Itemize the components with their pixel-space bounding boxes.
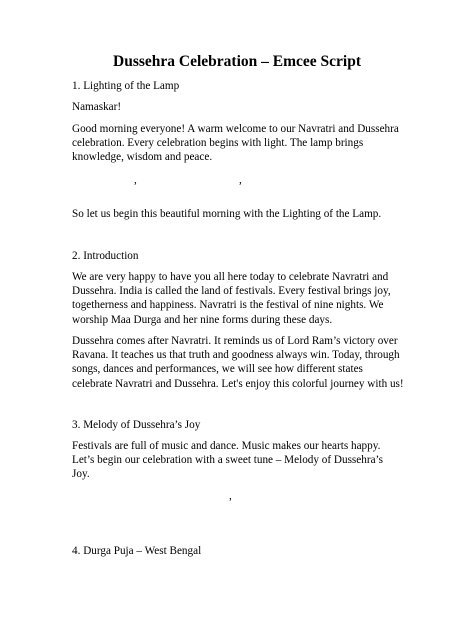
paragraph-line: celebration. Every celebration begins with light. The lamp brings: [72, 137, 364, 150]
paragraph-line: Dussehra. India is called the land of festivals. Every festival brings joy,: [72, 285, 391, 298]
section-1-heading: 1. Lighting of the Lamp: [72, 80, 180, 92]
section-2-paragraph-2: [72, 334, 412, 391]
section-2-heading: 2. Introduction: [72, 250, 139, 262]
section-4-heading: 4. Durga Puja – West Bengal: [72, 545, 202, 557]
paragraph-line: Ravana. It teaches us that truth and goodness always win. Today, through: [72, 349, 400, 362]
paragraph-line: knowledge, wisdom and peace.: [72, 151, 213, 164]
section-2-paragraph-1: [72, 270, 412, 327]
paragraph-line: worship Maa Durga and her nine forms during these days.: [72, 313, 333, 326]
greeting: Namaskar!: [72, 101, 122, 113]
paragraph-line: Dussehra comes after Navratri. It reminds us of Lord Ram’s victory over: [72, 335, 398, 347]
paragraph-line: Joy.: [72, 468, 90, 481]
paragraph-line: Let’s begin our celebration with a sweet tune – Melody of Dussehra’s: [72, 454, 383, 467]
stray-comma: ,: [239, 174, 242, 186]
section-3-heading: 3. Melody of Dussehra’s Joy: [72, 419, 201, 431]
stray-comma: ,: [229, 490, 232, 502]
paragraph-line: celebrate Navratri and Dussehra. Let's enjoy this colorful journey with us!: [72, 377, 404, 390]
stray-comma: ,: [134, 174, 137, 186]
paragraph-line: songs, dances and performances, we will see how different states: [72, 363, 363, 376]
paragraph-line: togetherness and happiness. Navratri is the festival of nine nights. We: [72, 299, 384, 312]
section-1-paragraph-1: [72, 122, 412, 165]
document-title: Dussehra Celebration – Emcee Script: [113, 53, 361, 70]
section-3-paragraph-1: [72, 439, 412, 482]
paragraph-line: Good morning everyone! A warm welcome to our Navratri and Dussehra: [72, 123, 399, 135]
section-1-paragraph-2: So let us begin this beautiful morning with the Lighting of the Lamp.: [72, 208, 382, 220]
paragraph-line: We are very happy to have you all here today to celebrate Navratri and: [72, 271, 389, 283]
paragraph-line: Festivals are full of music and dance. Music makes our hearts happy.: [72, 440, 381, 452]
